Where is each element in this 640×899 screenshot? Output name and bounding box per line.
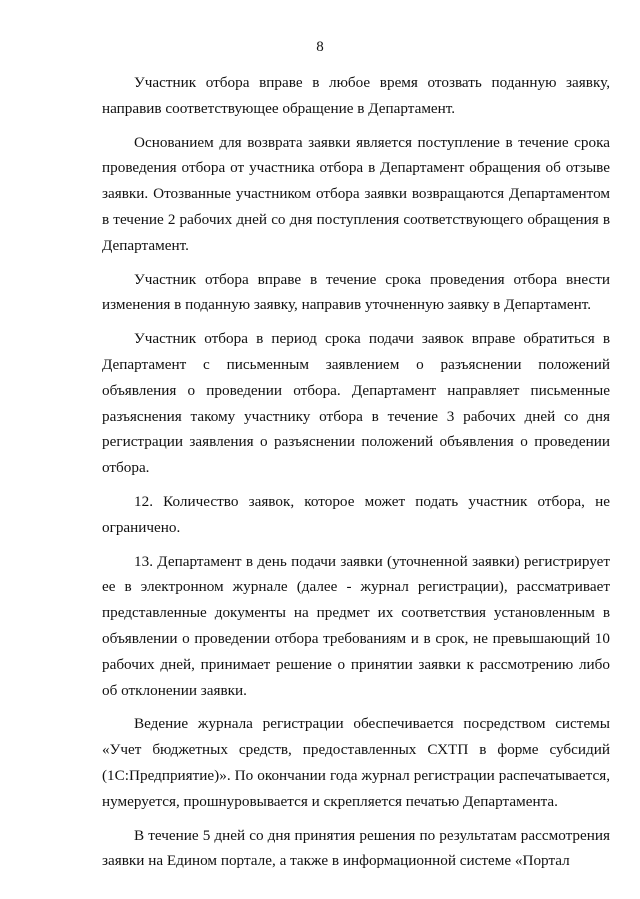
document-body	[102, 70, 610, 882]
paragraph-withdraw-application: Участник отбора вправе в любое время отозвать поданную заявку, направив соответствующее обращение в Департамент.	[102, 74, 610, 117]
paragraph-amend-application: Участник отбора вправе в течение срока проведения отбора внести изменения в поданную заявку, направив уточненную заявку в Департамент.	[102, 270, 610, 314]
paragraph-item-13: 13. Департамент в день подачи заявки (уточненной заявки) регистрирует ее в электронном журнале (далее - журнал регистрации), рассматривает представленные документы на предмет их соответствия установленным в объявлении о проведении отбора требованиям и в срок, не превышающий 10 рабочих дней, принимает решение о принятии заявки к рассмотрению либо об отклонении заявки.	[102, 552, 610, 699]
paragraph-publication: В течение 5 дней со дня принятия решения по результатам рассмотрения заявки на Едином портале, а также в информационной системе «Портал	[102, 826, 610, 870]
paragraph-return-grounds: Основанием для возврата заявки является поступление в течение срока проведения отбора от участника отбора в Департамент обращения об отзыве заявки. Отозванные участником отбора заявки возвращаются Департаментом в течение 2 рабочих дней со дня поступления соответствующего обращения в Департамент.	[102, 133, 610, 254]
page-number: 8	[316, 39, 324, 55]
paragraph-registration-journal: Ведение журнала регистрации обеспечивается посредством системы «Учет бюджетных средств, предоставленных СХТП в форме субсидий (1С:Предприятие)». По окончании года журнал регистрации распечатывается, нумеруется, прошнуровывается и скрепляется печатью Департамента.	[102, 715, 610, 810]
paragraph-clarification-request: Участник отбора в период срока подачи заявок вправе обратиться в Департамент с письменным заявлением о разъяснении положений объявления о проведении отбора. Департамент направляет письменные разъяснения такому участнику отбора в течение 3 рабочих дней со дня регистрации заявления о разъяснении положений объявления о проведении отбора.	[102, 330, 610, 477]
paragraph-item-12: 12. Количество заявок, которое может подать участник отбора, не ограничено.	[102, 492, 610, 536]
